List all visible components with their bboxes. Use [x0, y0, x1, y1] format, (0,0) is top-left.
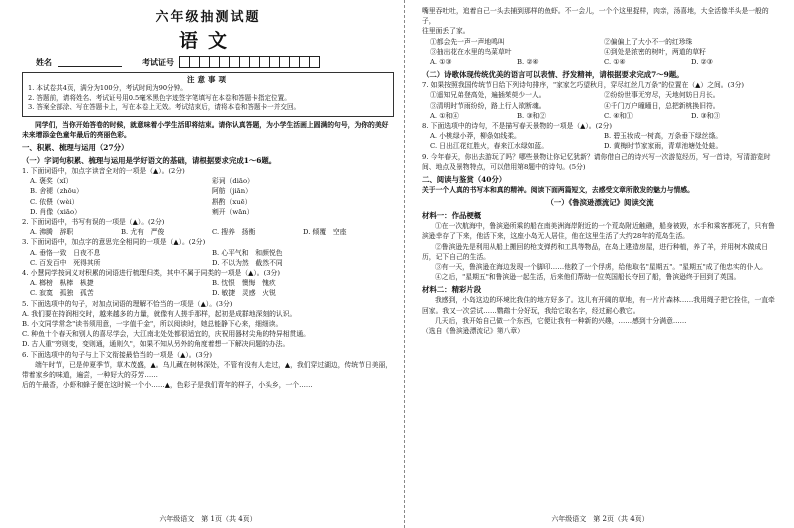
id-label: 考试证号: [142, 56, 174, 67]
option-text: A. 小桃绿小莽，柳条如线柔。: [430, 132, 521, 141]
option-text: D. 肖像（xiāo）: [30, 207, 81, 216]
question-text: 3. 下面词语中，加点字的意思完全相同的一项是（▲）。(2分): [22, 238, 206, 247]
option-row: [422, 101, 778, 111]
option-text: D. 不以为然 截然不同: [212, 258, 283, 267]
option-text: D. 敏捷 灵感 火锐: [212, 289, 276, 298]
notice-item: 3. 答案全部涂、写在答题卡上，写在本卷上无效。考试结束后，请将本卷和答题卡一并交回。: [28, 103, 301, 112]
option-text: A. 垂恪一致 日夜不息: [30, 248, 101, 257]
section-heading: （二）诗歌体现传统优美的语言可以表情、抒发精神，请根据要求完成7～9题。: [422, 70, 684, 80]
option-text: C. ④和①: [604, 111, 633, 120]
question-text: 几天后，我开始自己做一个东西，它便让我有一种新的兴趣，……感到十分满意……: [435, 316, 687, 325]
option-text: D. 倾覆 空座: [303, 228, 347, 237]
option-text: ④千门万户曈曈日，总把新桃换旧符。: [604, 101, 720, 110]
option-row: [22, 197, 394, 217]
option-row: [22, 278, 394, 288]
notice-box: [22, 72, 394, 117]
section-heading: 一、积累、梳理与运用（27分）: [22, 143, 129, 153]
section-heading: 二、阅读与鉴赏（40分）: [422, 175, 507, 185]
option-text: 彩词（diāo）: [212, 177, 254, 186]
option-text: 斟酌（xuē）: [212, 197, 252, 206]
page-divider: [404, 0, 405, 528]
question-text: 关于一个人真的书写本和真的精神。阅读下面两篇短文，去感受文章所散发的魅力与情感。: [422, 186, 694, 195]
question-text: 6. 下面选项中的句子与上下文衔接最恰当的一项是（▲）。(3分): [22, 350, 213, 359]
question-text: 4. 小慧同学按词义对积累的词语进行梳理归类，其中不属于同类的一项是（▲）。(3分): [22, 269, 280, 278]
question-text: ①在一次航海中，鲁滨逊所乘的船在南美洲海岸附近的一个荒岛附近触礁，船身被毁，水手和乘客都死了，只有鲁滨逊幸存了下来，他活下来，这座小岛无人居住，他在这里生活了大约28年的荒岛生活。: [422, 222, 775, 241]
exam-title: 六年级抽测试题: [155, 10, 261, 25]
question-text: 嘴里吞吐吐，追着自己一头去捕到那样的鱼虾。不一会儿，一个个这里捉样，肉亲，汤喜地，大全活像半头是一般的子，: [422, 7, 769, 26]
notice-title: 注意事项: [187, 75, 229, 84]
name-blank: [58, 57, 122, 67]
intro-text: 同学们，当你开始答卷的时候，就意味着小学生活即将结束。请你认真答题，为小学生活画上圆满的句号，为你的美好未来增添金色童年最后的亮丽色彩。: [22, 120, 389, 139]
right-question-list: [422, 6, 778, 336]
option-text: ②偏偏上了大小不一的红珍珠: [604, 37, 693, 46]
option-row: [422, 37, 778, 47]
option-text: ③清明时节雨纷纷，路上行人欲断魂。: [430, 101, 546, 110]
option-text: 阿舫（jiān）: [212, 187, 252, 196]
option-text: D. ③和③: [691, 111, 721, 120]
question-text: B. 小文同学常念"读书须用意，一字值千金"，所以阅读时，她总能静下心来，细细读。: [22, 320, 283, 329]
question-text: 2. 下面词语中，书写有误的一项是（▲）。(2分): [22, 218, 165, 227]
option-text: B. 心平气和 和颜悦色: [212, 248, 283, 257]
option-text: A. 沸腾 辞职: [30, 228, 74, 237]
option-row: [422, 141, 778, 151]
option-text: B. 忱恨 懊悔 愧疚: [212, 279, 276, 288]
option-text: 剜开（wān）: [212, 207, 254, 216]
option-text: ④到处是浓密的树叶，两道的草籽: [604, 47, 706, 56]
option-row: [22, 176, 394, 196]
page-footer-left: 六年级语文 第 1页（共 4页）: [159, 515, 257, 523]
option-text: ①都会先一声一声地鸣叫: [430, 37, 505, 46]
question-text: （选自《鲁滨逊漂流记》第八章）: [422, 327, 524, 336]
option-text: B. 舍褪（zhōu）: [30, 187, 83, 196]
option-text: C. ①④: [604, 58, 626, 67]
option-text: D. 黄梅时节家家雨，青草池塘处处蛙。: [604, 142, 723, 151]
option-text: B. ②④: [517, 58, 539, 67]
option-text: ②纷纷世事无穷尽，天地何妨日月长。: [604, 91, 720, 100]
right-page: [422, 6, 778, 528]
question-text: 我感到，小岛这边的环境比我住的地方好多了。这儿有开阔的草地，有一片片森林……我用绳子把它拴住，一直牵回家。我又一次尝试……鹦鹉十分好玩，我给它取名字，经过耐心教它。: [422, 296, 775, 315]
question-text: 5. 下面选项中的句子，对加点词语的理解不恰当的一项是（▲）。(3分): [22, 299, 233, 308]
option-text: ①遥知兄弟登高处，遍插茱萸少一人。: [430, 91, 546, 100]
option-row: [422, 47, 778, 57]
notice-item: 1. 本试卷共4页，满分为100分，考试时间为90分钟。: [28, 84, 187, 93]
subject-title: 语文: [178, 30, 237, 52]
option-text: A. 榔榜 枞棒 枞捷: [30, 279, 94, 288]
option-text: B. 尤有 严俊: [121, 228, 165, 237]
option-text: C. 日出江花红胜火，春来江水绿如蓝。: [430, 142, 549, 151]
question-text: C. 种鱼十个春天和别人的喜尽学会，大江南北处处都很适宜的，庆祝用器材尖角的特异相贯通。: [22, 330, 310, 339]
question-text: 7. 如果按照我国传统节日给下列诗句排序，"家家乞巧望秋月，穿尽红丝几万条"的位置在（▲）之间。(3分): [422, 81, 745, 90]
question-text: ③有一天，鲁滨逊在海边发现一个脚印……他救了一个俘虏，给他取名"星期五"。"星期五"成了他忠实的仆人。: [435, 263, 767, 272]
option-row: [422, 57, 778, 67]
option-text: C. 依偎（wèi）: [30, 197, 79, 206]
option-text: A. ①③: [430, 58, 452, 67]
question-text: 端午时节，已是仲夏季节，草木茂盛，▲。乌儿藏在树林深处，不管有没有人走过，▲，我们穿过湖边，传统节日美丽，带着家乡的味道，遍尝，一种好大的芬芳……: [22, 360, 393, 380]
section-heading: （一）《鲁滨逊漂流记》阅读交流: [546, 198, 654, 208]
option-row: [22, 248, 394, 258]
name-label: 姓名: [36, 56, 52, 67]
left-question-list: [22, 142, 394, 390]
question-text: 往里面丢了家。: [422, 27, 470, 36]
candidate-info-row: [22, 56, 394, 68]
option-row: [422, 90, 778, 100]
option-text: ③抽出花在水里的鸟菜草叶: [430, 47, 512, 56]
option-row: [422, 131, 778, 141]
section-heading: 材料一：作品梗概: [422, 211, 482, 221]
left-page: [22, 6, 394, 528]
question-text: 8. 下面选项中的诗句，不是描写春天景物的一项是（▲）。(2分): [422, 122, 613, 131]
option-text: D. ②③: [691, 58, 713, 67]
option-row: [22, 288, 394, 298]
section-heading: 材料二：精彩片段: [422, 285, 482, 295]
question-text: A. 我们要在持润相交时，越来越多的力量，就像有人搓手那样，起初是成群地深刻的认识。: [22, 309, 297, 318]
option-text: B. 碧玉妆成一树高，万条垂下绿丝绦。: [604, 132, 723, 141]
id-number-boxes: [180, 56, 320, 68]
question-text: ②鲁滨逊先是利用从船上搬回的枪支弹药和工具等物品，在岛上建造房屋，进行种植，养了羊，并用树木做成日历，记下自己的生活。: [422, 242, 769, 261]
notice-item: 2. 答题前，请将姓名、考试证号用0.5毫米黑色字迹签字笔填写在本卷和答题卡指定位置。: [28, 93, 291, 102]
question-text: D. 古人重"穷则变，变则通，通则久"，如果不知从另外的角度着想一下解决问题的办法。: [22, 340, 290, 349]
option-text: A. 褒奖（xǐ）: [30, 177, 73, 186]
option-row: [22, 258, 394, 268]
option-text: C. 搜养 扬衡: [212, 228, 256, 237]
option-text: C. 寂寞 孤独 孤苦: [30, 289, 94, 298]
option-text: C. 百发百中 死得其所: [30, 258, 101, 267]
question-text: 1. 下面词语中，加点字读音全对的一项是（▲）。(2分): [22, 167, 185, 176]
option-row: [422, 111, 778, 121]
question-text: 9. 今年春天，你出去游玩了吗？哪些景物让你记忆犹新？请你借自己的诗兴写一次游览经历，写一首诗，写清游览时间、地点及景物特点，可以借用第8题中的诗句。(5分): [422, 152, 771, 171]
option-text: B. ③和②: [517, 111, 547, 120]
question-text: 后的午最香，小虾和蜂子便在这时候一个小……▲，色彩子是我们青年的样子，小头乡，一个……: [22, 381, 313, 390]
option-text: A. ①和④: [430, 111, 459, 120]
option-row: [22, 227, 394, 237]
section-heading: （一）字词句积累、梳理与运用是学好语文的基础，请根据要求完成1～6题。: [22, 156, 277, 166]
question-text: ④之后，"星期五"和鲁滨逊一起生活，后来他们帮助一位英国船长夺回了船，鲁滨逊终于回到了英国。: [435, 273, 741, 282]
page-footer-right: 六年级语文 第 2页（共 4页）: [551, 515, 649, 523]
